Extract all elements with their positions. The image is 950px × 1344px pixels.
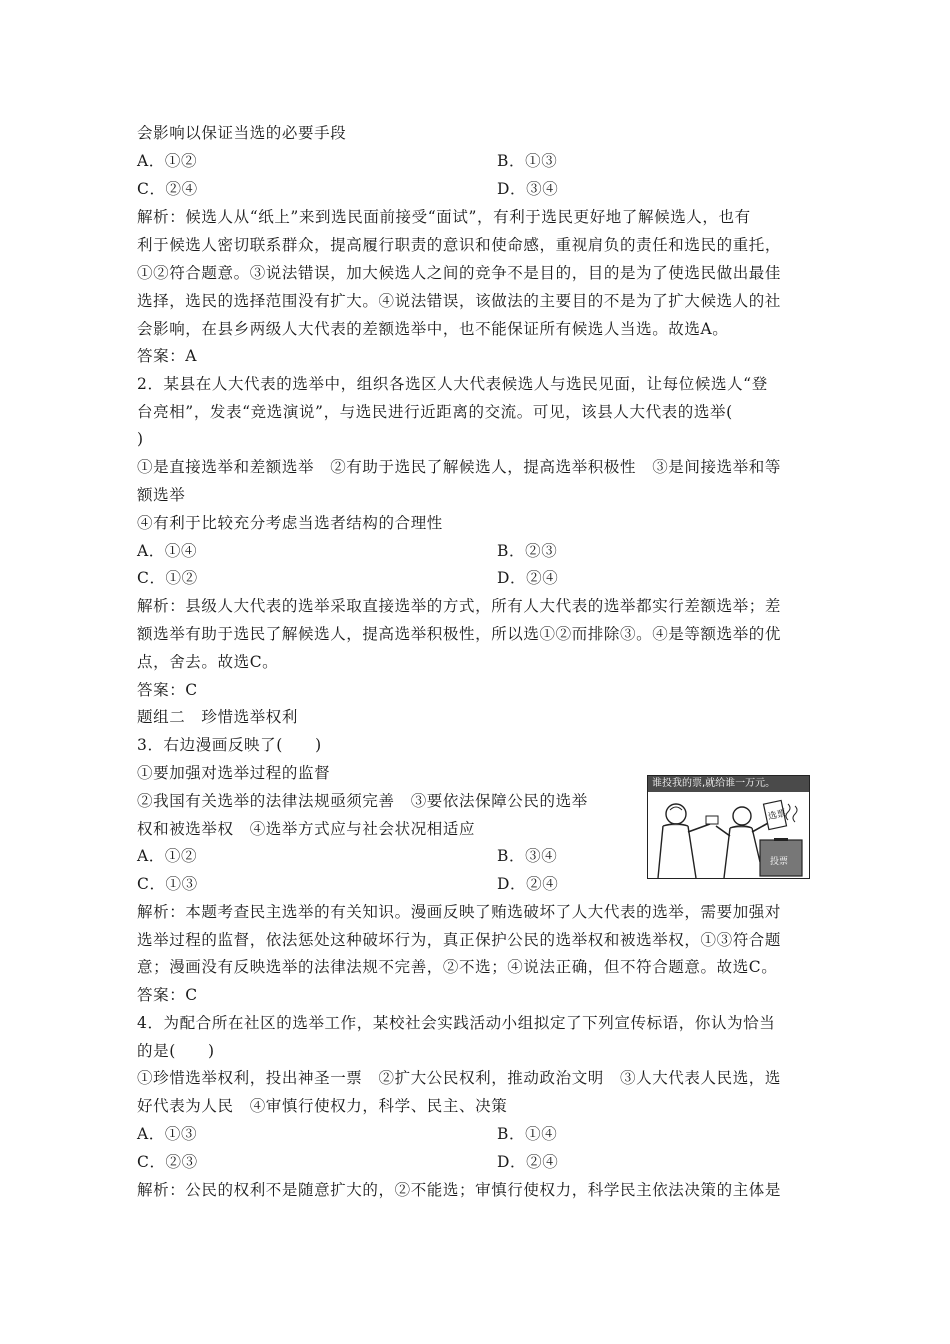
- option-a: A．①②: [137, 152, 198, 170]
- option-c: C．①②: [137, 569, 198, 587]
- analysis-line: 解析：公民的权利不是随意扩大的，②不能选；审慎行使权力，科学民主依法决策的主体是: [137, 1181, 782, 1199]
- statement-line: 额选举: [137, 486, 186, 504]
- ballot-box-text: 投票: [770, 857, 789, 867]
- analysis-line: 额选举有助于选民了解候选人，提高选举积极性，所以选①②而排除③。④是等额选举的优: [137, 625, 782, 643]
- section-heading: 题组二 珍惜选举权利: [137, 708, 299, 726]
- option-b: B．②③: [497, 542, 558, 560]
- option-c: C．②③: [137, 1153, 198, 1171]
- question-4: 的是( ): [137, 1042, 215, 1060]
- option-b: B．①③: [497, 152, 558, 170]
- statement-line: ④有利于比较充分考虑当选者结构的合理性: [137, 514, 443, 532]
- option-b: B．①④: [497, 1125, 558, 1143]
- option-a: A．①②: [137, 847, 198, 865]
- analysis-line: 解析：县级人大代表的选举采取直接选举的方式，所有人大代表的选举都实行差额选举；差: [137, 597, 782, 615]
- option-d: D．②④: [497, 875, 559, 893]
- question-2: 2．某县在人大代表的选举中，组织各选区人大代表候选人与选民见面，让每位候选人“登: [137, 375, 768, 393]
- answer-line: 答案：C: [137, 986, 198, 1004]
- analysis-line: 解析：候选人从“纸上”来到选民面前接受“面试”，有利于选民更好地了解候选人，也有: [137, 208, 751, 226]
- statement-line: ①是直接选举和差额选举 ②有助于选民了解候选人，提高选举积极性 ③是间接选举和等: [137, 458, 782, 476]
- option-a: A．①③: [137, 1125, 198, 1143]
- option-c: C．①③: [137, 875, 198, 893]
- analysis-line: 会影响，在县乡两级人大代表的差额选举中，也不能保证所有候选人当选。故选A。: [137, 320, 729, 338]
- answer-line: 答案：C: [137, 681, 198, 699]
- question-2: ): [137, 430, 144, 448]
- cartoon-image: [647, 775, 810, 879]
- analysis-line: ①②符合题意。③说法错误，加大候选人之间的竞争不是目的，目的是为了使选民做出最佳: [137, 264, 782, 282]
- analysis-line: 点，舍去。故选C。: [137, 653, 279, 671]
- text-line: 会影响以保证当选的必要手段: [137, 124, 347, 142]
- ballot-text: 选票: [767, 808, 788, 823]
- answer-line: 答案：A: [137, 347, 198, 365]
- analysis-line: 意；漫画没有反映选举的法律法规不完善，②不选；④说法正确，但不符合题意。故选C。: [137, 958, 778, 976]
- question-2: 台亮相”，发表“竞选演说”，与选民进行近距离的交流。可见，该县人大代表的选举(: [137, 403, 733, 421]
- statement-line: 好代表为人民 ④审慎行使权力，科学、民主、决策: [137, 1097, 508, 1115]
- question-3: 3．右边漫画反映了( ): [137, 736, 322, 754]
- option-d: D．②④: [497, 569, 559, 587]
- analysis-line: 利于候选人密切联系群众，提高履行职责的意识和使命感，重视肩负的责任和选民的重托，: [137, 236, 782, 254]
- statement-line: ①珍惜选举权利，投出神圣一票 ②扩大公民权利，推动政治文明 ③人大代表人民选，选: [137, 1069, 782, 1087]
- question-4: 4．为配合所在社区的选举工作，某校社会实践活动小组拟定了下列宣传标语，你认为恰当: [137, 1014, 776, 1032]
- statement-line: 权和被选举权 ④选举方式应与社会状况相适应: [137, 820, 476, 838]
- statement-line: ②我国有关选举的法律法规亟须完善 ③要依法保障公民的选举: [137, 792, 588, 810]
- statement-line: ①要加强对选举过程的监督: [137, 764, 331, 782]
- analysis-line: 解析：本题考查民主选举的有关知识。漫画反映了贿选破坏了人大代表的选举，需要加强对: [137, 903, 782, 921]
- option-b: B．③④: [497, 847, 558, 865]
- option-d: D．②④: [497, 1153, 559, 1171]
- option-a: A．①④: [137, 542, 198, 560]
- analysis-line: 选举过程的监督，依法惩处这种破坏行为，真正保护公民的选举权和被选举权，①③符合题: [137, 931, 782, 949]
- option-c: C．②④: [137, 180, 198, 198]
- cartoon-drawing: [648, 792, 809, 878]
- option-d: D．③④: [497, 180, 559, 198]
- analysis-line: 选择，选民的选择范围没有扩大。④说法错误，该做法的主要目的不是为了扩大候选人的社: [137, 292, 782, 310]
- cartoon-caption: 谁投我的票,就给谁一万元。: [648, 776, 809, 792]
